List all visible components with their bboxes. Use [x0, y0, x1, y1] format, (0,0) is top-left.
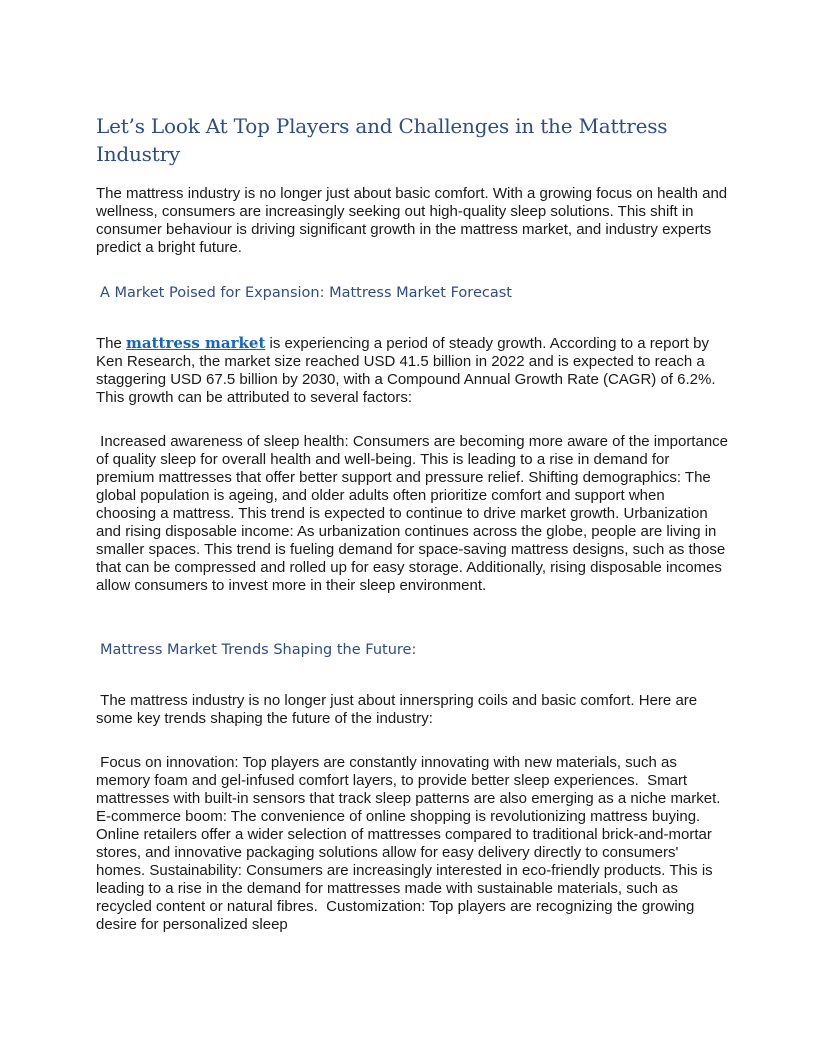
trends-intro-paragraph: The mattress industry is no longer just about innerspring coils and basic comfort. Here are some key trends shaping the future of the industry: — [96, 692, 702, 727]
page-title: Let’s Look At Top Players and Challenges in the Mattress Industry — [96, 114, 668, 166]
forecast-paragraph-prefix: The — [96, 335, 127, 352]
forecast-paragraph — [96, 334, 728, 407]
forecast-paragraph-text: is experiencing a period of steady growth. According to a report by Ken Research, the market size reached USD 41.5 billion in 2022 and is expected to reach a staggering USD 67.5 billion by 2030, with a Compound Annual Growth Rate (CAGR) of 6.2%. This growth can be attributed to several factors: — [96, 335, 716, 406]
mattress-market-link[interactable]: mattress market — [126, 334, 266, 352]
growth-factors-paragraph: Increased awareness of sleep health: Consumers are becoming more aware of the importance of quality sleep for overall health and well-being. This is leading to a rise in demand for premium mattresses that offer better support and pressure relief. Shifting demographics: The global population is ageing, and older adults often prioritize comfort and support when choosing a mattress. This trend is expected to continue to drive market growth. Urbanization and rising disposable income: As urbanization continues across the globe, people are living in smaller spaces. This trend is fueling demand for space-saving mattress designs, such as those that can be compressed and rolled up for easy storage. Additionally, rising disposable incomes allow consumers to invest more in their sleep environment. — [96, 433, 733, 594]
trends-paragraph: Focus on innovation: Top players are constantly innovating with new materials, such as memory foam and gel-infused comfort layers, to provide better sleep experiences. Smart mattresses with built-in sensors that track sleep patterns are also emerging as a niche market. E-commerce boom: The convenience of online shopping is revolutionizing mattress buying. Online retailers offer a wider selection of mattresses compared to traditional brick-and-mortar stores, and innovative packaging solutions allow for easy delivery directly to consumers' homes. Sustainability: Consumers are increasingly interested in eco-friendly products. This is leading to a rise in the demand for mattresses made with sustainable materials, such as recycled content or natural fibres. Customization: Top players are recognizing the growing desire for personalized sleep — [96, 754, 725, 933]
intro-paragraph: The mattress industry is no longer just about basic comfort. With a growing focus on health and wellness, consumers are increasingly seeking out high-quality sleep solutions. This shift in consumer behaviour is driving significant growth in the mattress market, and industry experts predict a bright future. — [96, 185, 728, 256]
section-heading-trends: Mattress Market Trends Shaping the Future: — [100, 642, 417, 658]
section-heading-forecast: A Market Poised for Expansion: Mattress Market Forecast — [100, 285, 512, 301]
